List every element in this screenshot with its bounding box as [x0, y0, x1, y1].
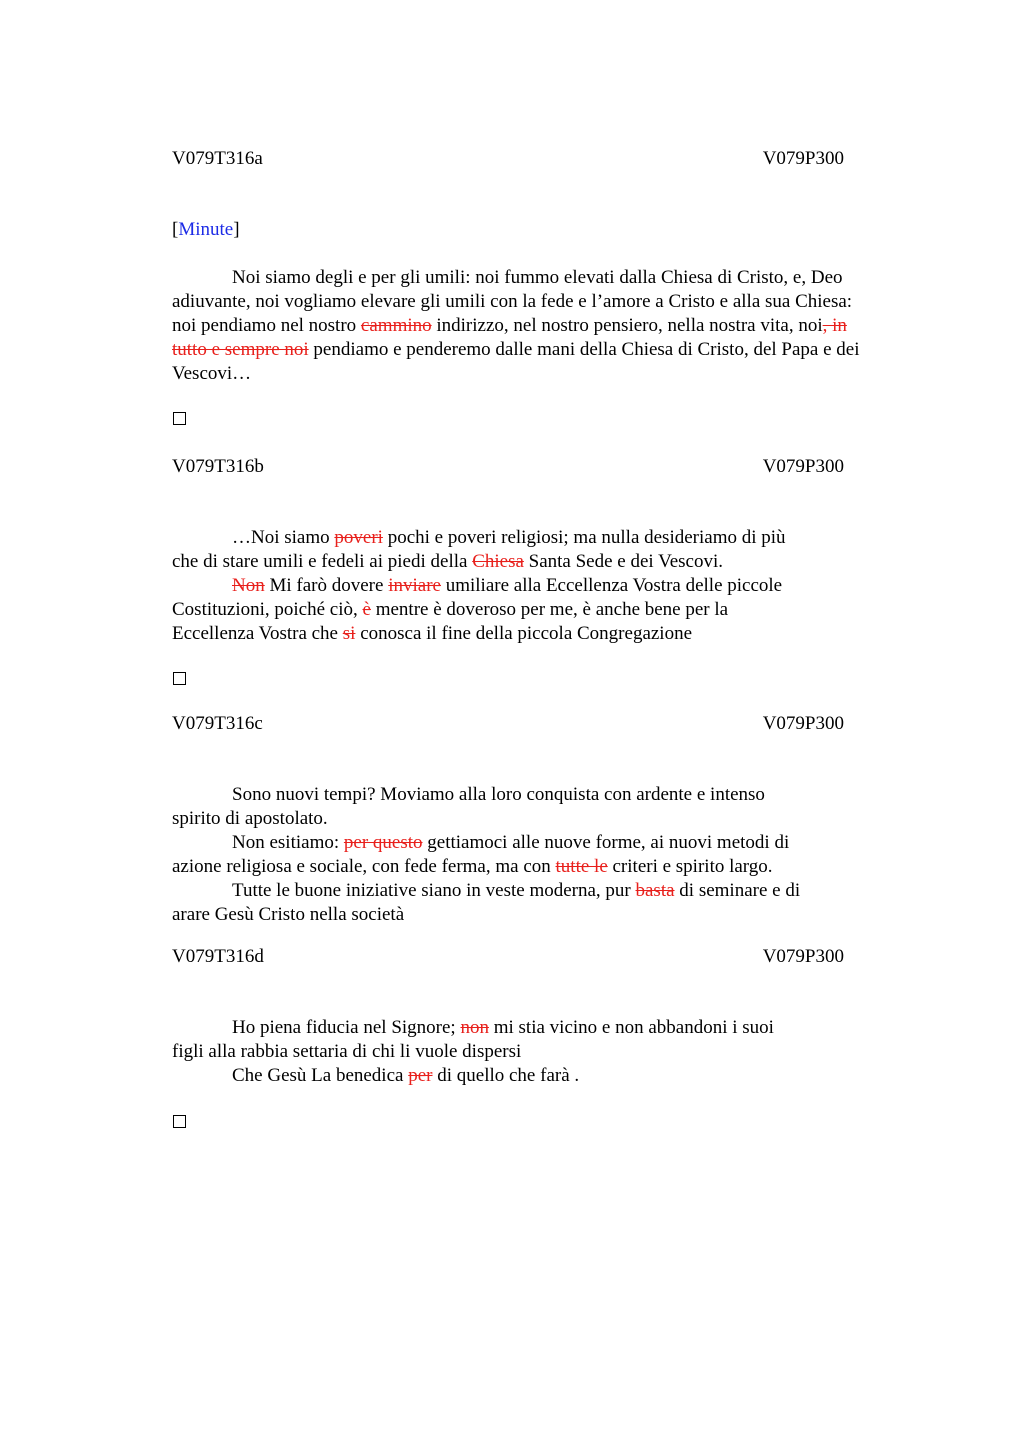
section-code-left: V079T316c — [172, 713, 263, 734]
section-code-left: V079T316d — [172, 946, 264, 967]
deleted-text: si — [342, 623, 356, 644]
deleted-text: tutto e sempre noi — [172, 339, 309, 360]
section-code-right: V079P300 — [762, 456, 844, 477]
deleted-text: cammino — [360, 315, 432, 336]
deleted-text: per questo — [343, 832, 423, 853]
deleted-text: non — [460, 1017, 489, 1038]
paragraph-d: Ho piena fiducia nel Signore; non mi stia vicino e non abbandoni i suoi figli alla rabbia settaria di chi li vuole dispersi Che Gesù La benedica per di quello che farà . — [172, 1017, 774, 1086]
deleted-text: è — [362, 599, 371, 620]
deleted-text: Non — [232, 575, 265, 596]
paragraph-a: Noi siamo degli e per gli umili: noi fummo elevati dalla Chiesa di Cristo, e, Deo adiuvante, noi vogliamo elevare gli umili con la fede e l’amore a Cristo e alla sua Chiesa: noi pendiamo nel nostro cammino indirizzo, nel nostro pensiero, nella nostra vita, noi, in tutto e sempre noi pendiamo e penderemo dalle mani della Chiesa di Cristo, del Papa e dei Vescovi… — [172, 267, 860, 384]
deleted-text: poveri — [334, 527, 383, 548]
paragraph-b: …Noi siamo poveri pochi e poveri religiosi; ma nulla desideriamo di più che di stare umili e fedeli ai piedi della Chiesa Santa Sede e dei Vescovi. Non Mi farò dovere inviare umiliare alla Eccellenza Vostra delle piccole Costituzioni, poiché ciò, è mentre è doveroso per me, è anche bene per la Eccellenza Vostra che si conosca il fine della piccola Congregazione — [172, 527, 786, 644]
section-code-left: V079T316a — [172, 148, 263, 169]
minute-label: [Minute] — [172, 219, 240, 240]
deleted-text: tutte le — [555, 856, 608, 877]
deleted-text: inviare — [388, 575, 441, 596]
deleted-text: Chiesa — [472, 551, 524, 572]
checkbox-square-icon — [173, 672, 186, 685]
checkbox-square-icon — [173, 1115, 186, 1128]
deleted-text: per — [408, 1065, 433, 1086]
deleted-text: basta — [635, 880, 675, 901]
section-code-left: V079T316b — [172, 456, 264, 477]
deleted-text: , in — [822, 315, 847, 336]
section-code-right: V079P300 — [762, 713, 844, 734]
paragraph-c: Sono nuovi tempi? Moviamo alla loro conquista con ardente e intenso spirito di apostolato. Non esitiamo: per questo gettiamoci alle nuove forme, ai nuovi metodi di azione religiosa e sociale, con fede ferma, ma con tutte le criteri e spirito largo. Tutte le buone iniziative siano in veste moderna, pur basta di seminare e di arare Gesù Cristo nella società — [172, 784, 801, 925]
checkbox-square-icon — [173, 412, 186, 425]
section-code-right: V079P300 — [762, 148, 844, 169]
section-code-right: V079P300 — [762, 946, 844, 967]
minute-link[interactable]: Minute — [178, 219, 234, 240]
